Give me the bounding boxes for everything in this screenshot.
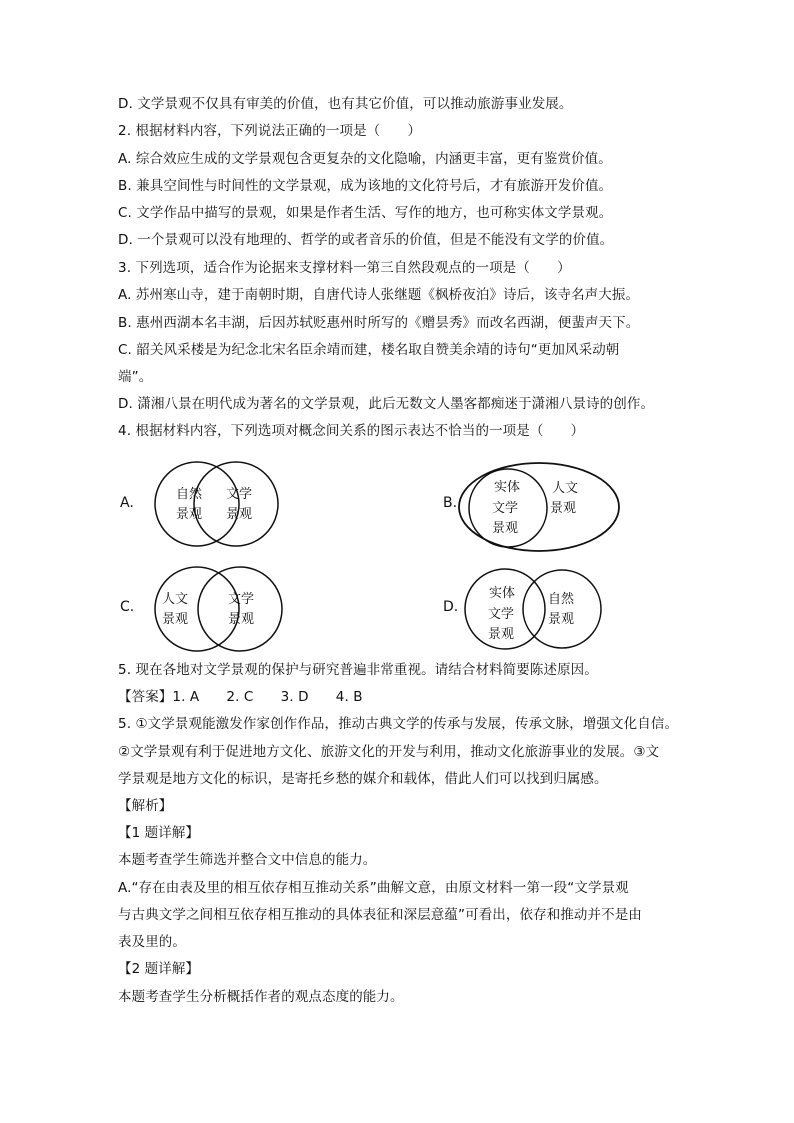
diagram-a-right-text-2: 景观 bbox=[226, 507, 253, 522]
diagram-d bbox=[462, 563, 612, 655]
diagram-d-left-text-1: 实体 bbox=[489, 586, 516, 601]
q3-option-d: D. 潇湘八景在明代成为著名的文学景观，此后无数文人墨客都痴迷于潇湘八景诗的创作。 bbox=[118, 396, 655, 412]
diagram-c bbox=[140, 563, 290, 655]
answer-q5-line-3: 学景观是地方文化的标识，是寄托乡愁的媒介和载体，借此人们可以找到归属感。 bbox=[118, 771, 608, 787]
analysis-q1-line-3: 表及里的。 bbox=[118, 934, 186, 950]
q3-stem: 3. 下列选项，适合作为论据来支撑材料一第三自然段观点的一项是（ ） bbox=[118, 260, 571, 276]
diagram-a bbox=[140, 458, 290, 550]
answer-line: 【答案】1. A 2. C 3. D 4. B bbox=[118, 689, 363, 705]
q3-option-a: A. 苏州寒山寺，建于南朝时期，自唐代诗人张继题《枫桥夜泊》诗后，该寺名声大振。 bbox=[118, 287, 640, 303]
diagram-a-left-text-1: 自然 bbox=[176, 487, 203, 502]
q3-option-c-continued: 端”。 bbox=[118, 369, 153, 385]
diagram-a-left-circle bbox=[155, 462, 239, 546]
diagram-d-left-text-2: 文学 bbox=[488, 607, 515, 622]
diagram-d-label: D. bbox=[443, 599, 459, 615]
analysis-q2-heading: 【2 题详解】 bbox=[118, 961, 200, 977]
q2-stem: 2. 根据材料内容，下列说法正确的一项是（ ） bbox=[118, 123, 422, 139]
diagram-c-label: C. bbox=[120, 599, 135, 615]
analysis-heading: 【解析】 bbox=[118, 798, 173, 814]
diagram-b-inner-text-3: 景观 bbox=[492, 521, 519, 536]
diagram-b-inner-text-2: 文学 bbox=[492, 501, 519, 516]
analysis-q2-intro: 本题考查学生分析概括作者的观点态度的能力。 bbox=[118, 989, 404, 1005]
answer-q5-line-1: 5. ①文学景观能激发作家创作作品，推动古典文学的传承与发展，传承文脉，增强文化自信。 bbox=[118, 716, 679, 732]
q2-option-a: A. 综合效应生成的文学景观包含更复杂的文化隐喻，内涵更丰富，更有鉴赏价值。 bbox=[118, 151, 612, 167]
analysis-q1-line-2: 与古典文学之间相互依存相互推动的具体表征和深层意蕴”可看出，依存和推动并不是由 bbox=[118, 907, 642, 923]
diagram-b-inner-text-1: 实体 bbox=[494, 480, 521, 495]
analysis-q1-heading: 【1 题详解】 bbox=[118, 825, 200, 841]
diagram-c-left-text-1: 人文 bbox=[162, 592, 189, 607]
diagram-a-left-text-2: 景观 bbox=[176, 507, 203, 522]
q3-option-b: B. 惠州西湖本名丰湖，后因苏轼贬惠州时所写的《赠昙秀》而改名西湖，便蜚声天下。 bbox=[118, 315, 640, 331]
diagram-c-left-text-2: 景观 bbox=[162, 612, 189, 627]
diagram-a-right-circle bbox=[194, 462, 278, 546]
diagram-b bbox=[455, 460, 625, 555]
q2-option-b: B. 兼具空间性与时间性的文学景观，成为该地的文化符号后，才有旅游开发价值。 bbox=[118, 178, 613, 194]
diagram-c-right-circle bbox=[198, 567, 282, 651]
analysis-q1-intro: 本题考查学生筛选并整合文中信息的能力。 bbox=[118, 852, 377, 868]
diagram-d-right-text-2: 景观 bbox=[548, 612, 575, 627]
diagram-d-left-text-3: 景观 bbox=[488, 627, 515, 642]
diagram-d-right-circle bbox=[523, 570, 601, 648]
diagram-b-outer-text-2: 景观 bbox=[550, 501, 577, 516]
diagram-d-right-text-1: 自然 bbox=[548, 592, 575, 607]
analysis-q1-line-1: A.“存在由表及里的相互依存相互推动关系”曲解文意，由原文材料一第一段“文学景观 bbox=[118, 880, 629, 896]
q1-option-d: D. 文学景观不仅具有审美的价值，也有其它价值，可以推动旅游事业发展。 bbox=[118, 96, 573, 112]
diagram-b-outer-text-1: 人文 bbox=[552, 481, 579, 496]
q3-option-c: C. 韶关风采楼是为纪念北宋名臣余靖而建，楼名取自赞美余靖的诗句“更加风采动朝 bbox=[118, 342, 620, 358]
q4-stem: 4. 根据材料内容，下列选项对概念间关系的图示表达不恰当的一项是（ ） bbox=[118, 423, 585, 439]
diagram-c-left-circle bbox=[155, 567, 239, 651]
q2-option-d: D. 一个景观可以没有地理的、哲学的或者音乐的价值，但是不能没有文学的价值。 bbox=[118, 232, 614, 248]
q2-option-c: C. 文学作品中描写的景观，如果是作者生活、写作的地方，也可称实体文学景观。 bbox=[118, 205, 613, 221]
q5-stem: 5. 现在各地对文学景观的保护与研究普遍非常重视。请结合材料简要陈述原因。 bbox=[118, 662, 598, 678]
answer-q5-line-2: ②文学景观有利于促进地方文化、旅游文化的开发与利用，推动文化旅游事业的发展。③文 bbox=[118, 744, 660, 760]
diagram-c-right-text-2: 景观 bbox=[228, 612, 255, 627]
diagram-a-label: A. bbox=[120, 495, 134, 511]
diagram-c-right-text-1: 文学 bbox=[228, 592, 255, 607]
diagram-a-right-text-1: 文学 bbox=[226, 487, 253, 502]
diagram-b-label: B. bbox=[443, 495, 458, 511]
